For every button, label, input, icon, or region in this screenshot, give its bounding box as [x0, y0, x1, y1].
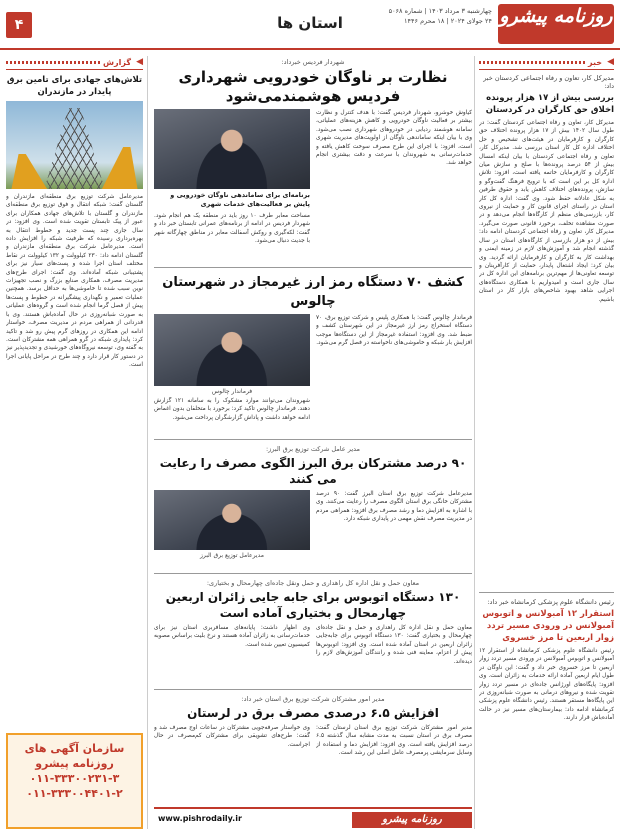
masthead-dates [389, 6, 492, 26]
newspaper-logo [498, 4, 614, 44]
chalus-governor-photo [154, 314, 310, 386]
footer [154, 807, 472, 829]
arrow-icon: ◀ [136, 57, 143, 67]
article-body: مدیرکل کار، تعاون و رفاه اجتماعی کردستان گفت: در طول سال ۱۴۰۲ بیش از ۱۷ هزار پرونده اختلاف حق کارگران و کارفرمایان در هیئت‌های تشخیص و حل اختلاف اداره کل کار استان بررسی شد. مدیرکل کار، تعاون و رفاه اجتماعی کردستان با بیان اینکه امسال بیش از ۵۴ درصد پرونده‌ها با صلح و سازش میان کارگران و کارفرمایان خاتمه یافته است، افزود: تلاش اداره کل بر این است که با ترویج فرهنگ گفت‌وگو و سازش، پرونده‌های اختلاف کاهش یابد و حقوق طرفین به شکل عادلانه حفظ شود. وی گفت: اداره کل کار استان در راستای اجرای قانون کار و حمایت از نیروی کار، بازرسی‌های منظم از کارگاه‌ها انجام می‌دهد و در صورت مشاهده تخلف، برخورد قانونی صورت می‌گیرد. مدیرکل کار، تعاون و رفاه اجتماعی کردستان ادامه داد: بیش از دو هزار بازرسی از کارگاه‌های استان در سال گذشته انجام شد و آموزش‌های لازم در زمینه ایمنی و بهداشت کار به کارگران و کارفرمایان ارائه گردید. وی بیان کرد: ایجاد اشتغال پایدار، حمایت از کارآفرینان و توسعه تعاونی‌ها از مهم‌ترین برنامه‌های این اداره کل در سال جاری است و امیدواریم با همکاری دستگاه‌های اجرایی شاهد بهبود شاخص‌های بازار کار در استان باشیم. [479, 120, 614, 303]
ad-title-1: سازمان آگهی های [24, 742, 125, 755]
alborz-ceo-photo [154, 490, 310, 550]
logo-text: روزنامه پیشرو [499, 5, 613, 27]
photo-caption: فرماندار چالوس [211, 388, 253, 395]
story-lorestan [154, 695, 472, 758]
advertising-box [6, 733, 143, 829]
ad-phone-2: ۰۱۱-۳۳۳۰۰۴۴۰۱-۲ [26, 787, 123, 800]
divider [154, 267, 472, 268]
article-kicker-2: رئیس دانشگاه علوم پزشکی کرمانشاه خبر داد: [487, 598, 614, 606]
story-headline: افزایش ۶.۵ درصدی مصرف برق در لرستان [187, 706, 439, 720]
report-tag-bar [6, 56, 143, 70]
story-kicker: شهردار فردیس خبرداد: [281, 58, 345, 66]
story-fardis [154, 58, 472, 262]
story-kicker: معاون حمل و نقل اداره کل راهداری و حمل ونقل جاده‌ای چهارمحال و بختیاری: [206, 579, 420, 587]
page-number: ۴ [6, 12, 32, 38]
date-intl: ۲۴ جولای ۲۰۲۴ | ۱۸ محرم ۱۴۴۶ [404, 17, 492, 25]
story-arbaeen-buses [154, 579, 472, 684]
story-headline: نظارت بر ناوگان خودرویی شهرداری فردیس هوشمندمی‌شود [178, 68, 448, 105]
footer-logo: روزنامه پیشرو [352, 812, 472, 828]
story-text-b: وی خواستار صرفه‌جویی مشترکان در ساعات اوج مصرف شد و گفت: طرح‌های تشویقی برای مشترکان کم‌مصرف در حال اجراست. [154, 725, 310, 748]
story-text-a: فرماندار چالوس گفت: با همکاری پلیس و شرکت توزیع برق، ۷۰ دستگاه استخراج رمز ارز غیرمجاز در این شهرستان کشف و ضبط شد. وی افزود: استفاده غیرمجاز از این دستگاه‌ها موجب افزایش بار شبکه و خاموشی‌های ناخواسته در فصل گرم می‌شود. [316, 315, 472, 347]
story-text-a: مدیرعامل شرکت توزیع برق استان البرز گفت: ۹۰ درصد مشترکان خانگی برق استان الگوی مصرف را رعایت می‌کنند. وی با اشاره به افزایش دما و رشد مصرف برق افزود: همراهی مردم در مدیریت مصرف نقش مهمی در پایداری شبکه دارد. [316, 491, 472, 523]
main-column [154, 56, 472, 829]
tag-divider [6, 61, 100, 64]
news-tag-bar [479, 56, 614, 70]
story-body [154, 109, 472, 262]
story-text-a: مدیر امور مشترکان شرکت توزیع برق استان لرستان گفت: مصرف برق در استان نسبت به مدت مشابه سال گذشته ۶.۵ درصد افزایش یافته است. وی افزود: افزایش دما و استفاده از وسایل سرمایشی پرمصرف عامل اصلی این رشد است. [316, 725, 472, 757]
story-text-b: شهروندان می‌توانند موارد مشکوک را به سامانه ۱۲۱ گزارش دهند. فرماندار چالوس تاکید کرد: برخورد با متخلفان بدون اغماض ادامه خواهد داشت و پاداش گزارشگران پرداخت می‌شود. [154, 398, 310, 421]
story-headline: کشف ۷۰ دستگاه رمز ارز غیرمجاز در شهرستان چالوس [162, 275, 464, 309]
story-headline: ۱۳۰ دستگاه اتوبوس برای جابه جایی زائران اربعین چهارمحال و بختیاری آماده است [165, 590, 461, 620]
story-text-b: مساحت معابر طرف ۱۰ روز باید در منطقه یک هم انجام شود. شهردار فردیس در ادامه از برنامه‌های عمرانی تابستان خبر داد و گفت: لکه‌گیری و روکش آسفالت معابر در مناطق چهارگانه شهر با جدیت دنبال می‌شود. [154, 213, 310, 245]
report-tag: گزارش [102, 58, 131, 67]
report-body: مدیرعامل شرکت توزیع برق منطقه‌ای مازندران و گلستان گفت: شبکه انتقال و فوق توزیع برق منطقه‌ای مازندران و گلستان با تلاش‌های جهادی همکاران برای عبور از پیک تابستان تقویت شده است. وی افزود: در سال جاری چند پست جدید و خطوط انتقال به بهره‌برداری رسیده که ظرفیت شبکه را افزایش داده است. مدیرعامل شرکت برق منطقه‌ای مازندران و گلستان ادامه داد: ۲۳۰ کیلوولت و ۱۳۲ کیلوولت در نقاط مختلف استان اجرا شده و پست‌های سیار نیز برای پشتیبانی شبکه آماده‌اند. وی گفت: اجرای طرح‌های مدیریت مصرف، همکاری صنایع بزرگ و نصب تجهیزات نوین سبب شده تا خاموشی‌ها به حداقل برسد. همچنین عملیات تعمیر و نگهداری پیشگیرانه در خطوط و پست‌ها پیش از فصل گرما انجام شده است و گروه‌های عملیاتی به صورت شبانه‌روزی در حال آماده‌باش هستند. وی با قدردانی از همراهی مردم در مدیریت مصرف، خواستار ادامه این همکاری در روزهای گرم پیش رو شد و تاکید کرد: پایداری شبکه در گرو همراهی همه مشترکان است. به گفته وی، توسعه نیروگاه‌های خورشیدی و تجدیدپذیر نیز در دستور کار قرار دارد و چند طرح در مراحل پایانی اجرا است. [6, 194, 143, 369]
story-kicker: مدیر امور مشترکان شرکت توزیع برق استان خبر داد: [241, 695, 385, 703]
divider [154, 573, 472, 574]
story-alborz [154, 445, 472, 568]
article-kicker: مدیرکل کار، تعاون و رفاه اجتماعی کردستان خبر داد: [483, 74, 614, 90]
tag-divider [479, 61, 585, 64]
fardis-mayor-photo [154, 109, 310, 189]
story-subhead: برنامه‌ای برای ساماندهی ناوگان خودرویی و پایش بر فعالیت‌های خدمات شهری [170, 191, 310, 208]
story-text-a: کیاوش خوشرو، شهردار فردیس گفت: با هدف کنترل و نظارت بیشتر بر فعالیت ناوگان خودرویی و کاهش هزینه‌های عملیاتی، سامانه هوشمند ردیابی در خودروهای شهرداری نصب می‌شود. وی با بیان اینکه ساماندهی ناوگان از اولویت‌های مدیریت شهری است، افزود: با اجرای این طرح مصرف سوخت کاهش یافته و خدمات‌رسانی به شهروندان با سرعت و دقت بیشتری انجام خواهد شد. [316, 110, 472, 167]
story-text-a: معاون حمل و نقل اداره کل راهداری و حمل و نقل جاده‌ای چهارمحال و بختیاری گفت: ۱۳۰ دستگاه اتوبوس برای جابه‌جایی زائران اربعین در استان آماده شده است. وی افزود: اتوبوس‌ها پیش از اعزام، معاینه فنی شده و رانندگان آموزش‌های لازم را دیده‌اند. [316, 625, 472, 665]
report-headline: تلاش‌های جهادی برای تامین برق پایدار در مازندران [6, 75, 143, 97]
left-column [6, 56, 148, 829]
website-url[interactable]: www.pishrodaily.ir [158, 814, 242, 823]
right-column [474, 56, 614, 829]
news-tag: خبر [587, 58, 602, 67]
article-headline: بررسی بیش از ۱۷ هزار پرونده اخلاق حق کارگران در کردستان [485, 93, 614, 115]
photo-caption: مدیرعامل توزیع برق البرز [200, 552, 264, 559]
masthead [0, 0, 620, 50]
divider [479, 592, 614, 593]
article-body-2: رئیس دانشگاه علوم پزشکی کرمانشاه از استقرار ۱۲ آمبولانس و اتوبوس آمبولانس در ورودی مسیر تردد زوار اربعین تا مرز خسروی خبر داد و گفت: این ناوگان در طول ایام اربعین آماده ارائه خدمات به زائران است. وی افزود: پایگاه‌های اورژانس جاده‌ای در مسیر تردد زوار تقویت شده و نیروهای درمانی به صورت شبانه‌روزی در این پایگاه‌ها مستقر هستند. رئیس دانشگاه علوم پزشکی کرمانشاه ادامه داد: بیمارستان‌های مسیر نیز در حالت آماده‌باش قرار دارند. [479, 648, 614, 722]
story-headline: ۹۰ درصد مشترکان برق البرز الگوی مصرف را رعایت می کنند [159, 456, 467, 486]
story-chalus [154, 273, 472, 434]
arrow-icon: ◀ [607, 57, 614, 67]
divider [154, 689, 472, 690]
date-persian: چهارشنبه ۳ مرداد ۱۴۰۳ | شماره ۵۰۶۸ [388, 7, 492, 15]
power-tower-photo [6, 101, 143, 189]
section-title: استان ها [277, 14, 343, 32]
ad-title-2: روزنامه پیشرو [35, 757, 114, 770]
divider [154, 439, 472, 440]
story-text-b: وی اظهار داشت: پایانه‌های مسافربری استان نیز برای خدمات‌رسانی به زائران آماده هستند و نرخ بلیت براساس مصوبه کمیسیون تعیین شده است. [154, 625, 310, 648]
article-headline-2: استقرار ۱۲ آمبولانس و اتوبوس آمبولانس در ورودی مسیر تردد زوار اربعین تا مرز خسروی [482, 609, 614, 643]
story-kicker: مدیر عامل شرکت توزیع برق البرز: [265, 445, 361, 453]
ad-phone-1: ۰۱۱-۳۳۳۰۰۲۳۱-۳ [29, 772, 120, 785]
